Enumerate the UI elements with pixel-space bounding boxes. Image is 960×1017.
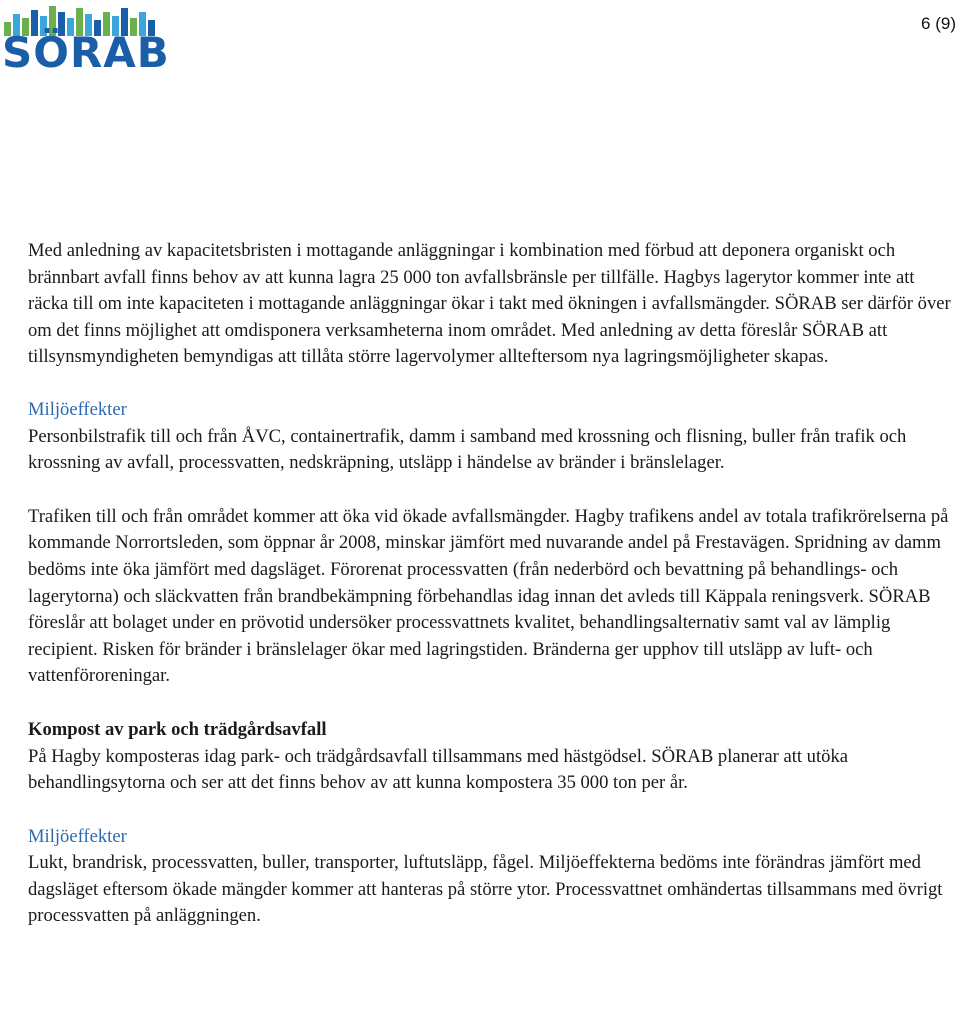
miljoeffekter-heading-2: Miljöeffekter — [28, 825, 127, 847]
kompost-heading: Kompost av park och trädgårdsavfall — [28, 718, 327, 740]
logo-wordmark: SÖRAB — [2, 28, 170, 77]
kompost-paragraph: På Hagby komposteras idag park- och trädgårdsavfall tillsammans med hästgödsel. SÖRAB planerar att utöka behandlingsytorna och ser att det finns behov av att kunna kompostera 35 000 ton per år. — [28, 745, 848, 794]
page-number: 6 (9) — [921, 14, 956, 33]
miljoeffekter-heading-1: Miljöeffekter — [28, 398, 127, 420]
miljoeffekter-text-1: Personbilstrafik till och från ÅVC, containertrafik, damm i samband med krossning och flisning, buller från trafik och krossning av avfall, processvatten, nedskräpning, utsläpp i händelse av bränder i bränslelager. — [28, 425, 907, 474]
miljoeffekter-text-2: Lukt, brandrisk, processvatten, buller, transporter, luftutsläpp, fågel. Miljöeffekterna bedöms inte förändras jämfört med dagsläget eftersom ökade mängder kommer att hanteras på större ytor. Processvattnet omhändertas tillsammans med övrigt processvatten på anläggningen. — [28, 852, 943, 927]
sorab-logo — [0, 4, 170, 77]
intro-paragraph: Med anledning av kapacitetsbristen i mottagande anläggningar i kombination med förbud att deponera organiskt och brännbart avfall finns behov av att kunna lagra 25 000 ton avfallsbränsle per tillfälle. Hagbys lagerytor kommer inte att räcka till om inte kapaciteten i mottagande anläggningar ökar i takt med ökningen i avfallsmängder. SÖRAB ser därför över om det finns möjlighet att omdisponera verksamheterna inom området. Med anledning av detta föreslår SÖRAB att tillsynsmyndigheten bemyndigas att tillåta större lagervolymer allteftersom nya lagringsmöjligheter skapas. — [28, 240, 951, 368]
document-body — [28, 238, 958, 930]
traffic-paragraph: Trafiken till och från området kommer att öka vid ökade avfallsmängder. Hagby trafikens andel av totala trafikrörelserna på kommande Norrortsleden, som öppnar år 2008, minskar jämfört med nuvarande andel på Frestavägen. Spridning av damm bedöms inte öka jämfört med dagsläget. Förorenat processvatten (från nederbörd och bevattning på behandlings- och lagerytorna) och släckvatten från brandbekämpning förbehandlas idag innan det avleds till Käppala reningsverk. SÖRAB föreslår att bolaget under en prövotid undersöker processvattnets kvalitet, behandlingsalternativ samt val av lämplig recipient. Risken för bränder i bränslelager ökar med lagringstiden. Bränderna ger upphov till utsläpp av luft- och vattenföroreningar. — [28, 505, 949, 687]
